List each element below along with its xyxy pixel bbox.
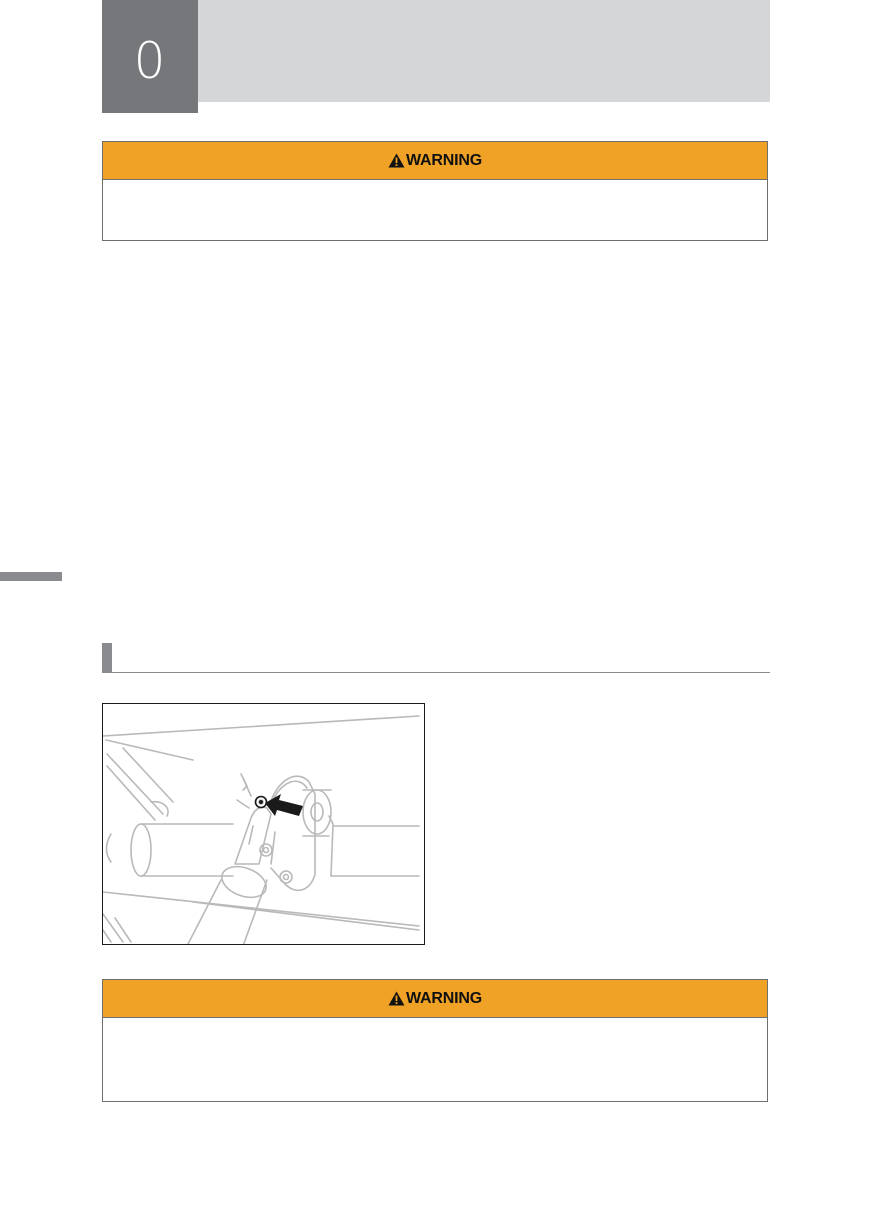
chapter-number: 0 xyxy=(133,32,167,90)
warning-triangle-icon xyxy=(388,991,405,1006)
warning-box xyxy=(102,141,768,241)
figure-illustration xyxy=(102,703,425,945)
warning-triangle-icon xyxy=(388,153,405,168)
side-chapter-tab xyxy=(0,572,62,581)
warning-box xyxy=(102,979,768,1102)
chapter-number-box xyxy=(102,0,198,113)
warning-header xyxy=(103,142,767,180)
bike-frame-clamp-illustration xyxy=(103,704,425,945)
warning-header xyxy=(103,980,767,1018)
warning-label: WARNING xyxy=(406,151,482,169)
chapter-title-band xyxy=(198,0,770,102)
section-heading-rule xyxy=(102,672,770,673)
warning-label: WARNING xyxy=(406,989,482,1007)
section-heading-marker xyxy=(102,643,112,672)
